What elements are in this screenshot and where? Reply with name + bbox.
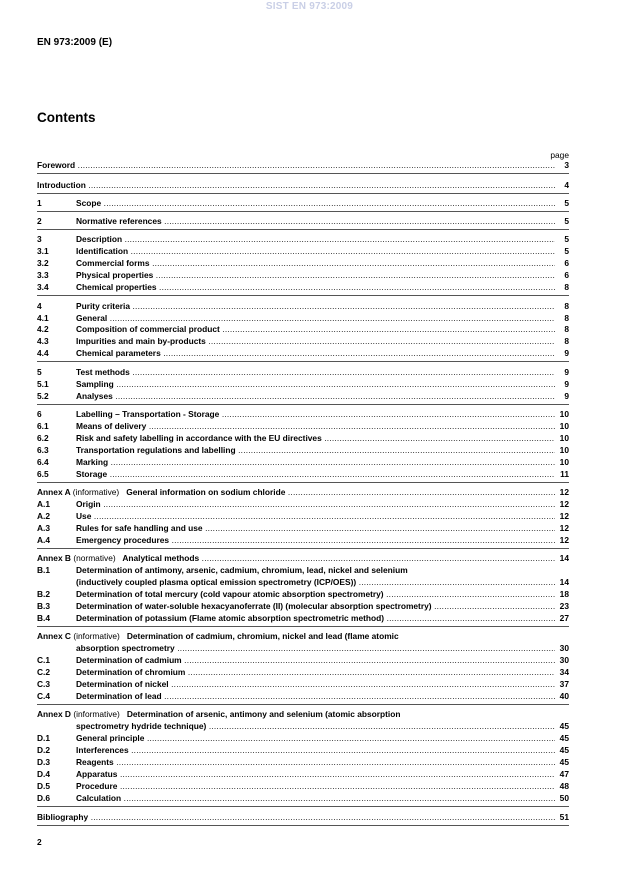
toc-entry-title: Reagents .....	[76, 757, 555, 768]
toc-entry-number: 6.2	[37, 433, 49, 443]
toc-entry-number: 4	[37, 301, 42, 311]
toc-entry-page: 12	[555, 487, 569, 498]
toc-entry-title: Foreword .....	[37, 160, 555, 171]
toc-entry-number: 6.4	[37, 457, 49, 467]
toc-entry-d5[interactable]	[37, 781, 569, 792]
toc-entry-title: Use .....	[76, 511, 555, 522]
toc-entry-b1-cont[interactable]	[37, 577, 569, 588]
toc-entry-title: Bibliography .....	[37, 812, 555, 823]
toc-entry-title: Impurities and main by-products .....	[76, 336, 555, 347]
toc-entry-sampling[interactable]	[37, 379, 569, 390]
toc-entry-title: Chemical properties .....	[76, 282, 555, 293]
toc-entry-page: 45	[555, 733, 569, 744]
toc-entry-title: Emergency procedures .....	[76, 535, 555, 546]
toc-entry-page: 9	[555, 348, 569, 359]
document-id: EN 973:2009 (E)	[37, 37, 113, 48]
toc-entry-scope[interactable]	[37, 198, 569, 209]
toc-entry-chemical-properties[interactable]	[37, 282, 569, 293]
toc-entry-page: 50	[555, 793, 569, 804]
toc-entry-title: Determination of lead .....	[76, 691, 555, 702]
toc-entry-title: Analyses .....	[76, 391, 555, 402]
toc-entry-d2[interactable]	[37, 745, 569, 756]
toc-entry-title: General principle .....	[76, 733, 555, 744]
toc-entry-number: C.1	[37, 655, 51, 665]
toc-entry-title: Determination of total mercury (cold vapour atomic absorption spectrometry) .....	[76, 589, 555, 600]
annex-label: Annex D	[37, 709, 71, 719]
toc-entry-number: 4.3	[37, 336, 49, 346]
toc-entry-page: 34	[555, 667, 569, 678]
toc-entry-annex-d[interactable]	[37, 709, 569, 720]
toc-entry-page: 8	[555, 324, 569, 335]
toc-entry-transportation[interactable]	[37, 445, 569, 456]
toc-entry-number: 4.1	[37, 313, 49, 323]
toc-entry-composition[interactable]	[37, 324, 569, 335]
toc-entry-d1[interactable]	[37, 733, 569, 744]
toc-entry-physical-properties[interactable]	[37, 270, 569, 281]
toc-entry-number: 5.2	[37, 391, 49, 401]
toc-entry-number: B.1	[37, 565, 51, 575]
toc-entry-title: Rules for safe handling and use .....	[76, 523, 555, 534]
toc-entry-page: 47	[555, 769, 569, 780]
toc-entry-annex-b[interactable]	[37, 553, 569, 564]
toc-entry-number: D.2	[37, 745, 51, 755]
toc-entry-annex-a[interactable]	[37, 487, 569, 498]
toc-entry-number: A.2	[37, 511, 51, 521]
toc-entry-page: 48	[555, 781, 569, 792]
toc-entry-introduction[interactable]	[37, 180, 569, 191]
toc-entry-page: 8	[555, 313, 569, 324]
toc-entry-page: 9	[555, 367, 569, 378]
toc-entry-number: 3.3	[37, 270, 49, 280]
toc-entry-c4[interactable]	[37, 691, 569, 702]
toc-separator	[37, 806, 569, 807]
toc-entry-page: 11	[555, 469, 569, 480]
toc-entry-c1[interactable]	[37, 655, 569, 666]
toc-entry-storage[interactable]	[37, 469, 569, 480]
toc-entry-number: 4.2	[37, 324, 49, 334]
toc-entry-number: 6.5	[37, 469, 49, 479]
annex-label: Annex C	[37, 631, 71, 641]
toc-separator	[37, 704, 569, 705]
toc-entry-title-continued: (inductively coupled plasma optical emission spectrometry (ICP/OES)) .....	[76, 577, 555, 588]
toc-entry-number: D.4	[37, 769, 51, 779]
toc-entry-page: 40	[555, 691, 569, 702]
annex-title: Determination of arsenic, antimony and selenium (atomic absorption	[126, 709, 401, 719]
toc-entry-number: 5.1	[37, 379, 49, 389]
toc-entry-number: C.4	[37, 691, 51, 701]
watermark: SIST EN 973:2009	[265, 1, 354, 12]
toc-entry-title: Determination of potassium (Flame atomic absorption spectrometric method) .....	[76, 613, 555, 624]
toc-entry-title: Interferences .....	[76, 745, 555, 756]
page-column-label: page	[550, 150, 569, 160]
toc-entry-title: General .....	[76, 313, 555, 324]
toc-entry-title: Transportation regulations and labelling .....	[76, 445, 555, 456]
toc-entry-b2[interactable]	[37, 589, 569, 600]
toc-entry-page: 14	[555, 553, 569, 564]
toc-separator	[37, 193, 569, 194]
toc-entry-normative-references[interactable]	[37, 216, 569, 227]
toc-entry-page: 45	[555, 745, 569, 756]
toc-entry-number: 4.4	[37, 348, 49, 358]
toc-entry-page: 3	[555, 160, 569, 171]
toc-entry-page: 30	[555, 643, 569, 654]
toc-entry-title: Determination of antimony, arsenic, cadmium, chromium, lead, nickel and selenium	[76, 565, 408, 575]
toc-entry-page: 5	[555, 246, 569, 257]
toc-entry-page: 9	[555, 379, 569, 390]
toc-entry-page: 12	[555, 499, 569, 510]
toc-entry-page: 9	[555, 391, 569, 402]
toc-separator	[37, 626, 569, 627]
toc-entry-page: 10	[555, 409, 569, 420]
toc-entry-title: Origin .....	[76, 499, 555, 510]
toc-entry-number: C.2	[37, 667, 51, 677]
annex-title: Analytical methods	[122, 553, 200, 563]
toc-separator	[37, 173, 569, 174]
toc-entry-title: Determination of nickel .....	[76, 679, 555, 690]
toc-entry-description[interactable]	[37, 234, 569, 245]
toc-entry-identification[interactable]	[37, 246, 569, 257]
toc-entry-title	[37, 631, 555, 642]
toc-separator	[37, 295, 569, 296]
toc-entry-page: 45	[555, 757, 569, 768]
toc-entry-page: 12	[555, 523, 569, 534]
toc-entry-commercial-forms[interactable]	[37, 258, 569, 269]
toc-entry-title: Risk and safety labelling in accordance with the EU directives .....	[76, 433, 555, 444]
toc-entry-marking[interactable]	[37, 457, 569, 468]
toc-separator	[37, 548, 569, 549]
toc-entry-page: 6	[555, 270, 569, 281]
annex-kind: (normative)	[73, 553, 116, 563]
annex-title: Determination of cadmium, chromium, nickel and lead (flame atomic	[126, 631, 399, 641]
toc-entry-title: Sampling .....	[76, 379, 555, 390]
toc-entry-page: 10	[555, 457, 569, 468]
toc-entry-page: 14	[555, 577, 569, 588]
toc-entry-page: 5	[555, 234, 569, 245]
toc-entry-number: 6.1	[37, 421, 49, 431]
toc-entry-title: Normative references .....	[76, 216, 555, 227]
annex-kind: (informative)	[73, 631, 120, 641]
toc-entry-number: 2	[37, 216, 42, 226]
toc-entry-foreword[interactable]	[37, 160, 569, 171]
toc-entry-number: 6	[37, 409, 42, 419]
toc-separator	[37, 229, 569, 230]
annex-label: Annex A	[37, 487, 71, 497]
toc-entry-page: 8	[555, 282, 569, 293]
toc-entry-safe-handling[interactable]	[37, 523, 569, 534]
toc-entry-title	[37, 709, 555, 720]
toc-entry-title: Identification .....	[76, 246, 555, 257]
toc-entry-means-of-delivery[interactable]	[37, 421, 569, 432]
toc-entry-test-methods[interactable]	[37, 367, 569, 378]
toc-entry-purity-criteria[interactable]	[37, 301, 569, 312]
toc-entry-number: A.1	[37, 499, 51, 509]
toc-separator	[37, 825, 569, 826]
toc-entry-number: 6.3	[37, 445, 49, 455]
toc-entry-d4[interactable]	[37, 769, 569, 780]
toc-entry-bibliography[interactable]	[37, 812, 569, 823]
toc-entry-page: 30	[555, 655, 569, 666]
toc-entry-title	[37, 487, 555, 498]
toc-entry-title: Determination of cadmium .....	[76, 655, 555, 666]
toc-entry-number: A.3	[37, 523, 51, 533]
toc-entry-page: 45	[555, 721, 569, 732]
toc-entry-title: Storage .....	[76, 469, 555, 480]
toc-entry-title	[37, 553, 555, 564]
toc-entry-page: 4	[555, 180, 569, 191]
toc-entry-number: D.5	[37, 781, 51, 791]
toc-entry-page: 6	[555, 258, 569, 269]
toc-entry-labelling[interactable]	[37, 409, 569, 420]
toc-entry-title: Description .....	[76, 234, 555, 245]
toc-entry-title-continued: absorption spectrometry .....	[76, 643, 555, 654]
toc-entry-title-continued: spectrometry hydride technique) .....	[76, 721, 555, 732]
toc-entry-page: 51	[555, 812, 569, 823]
page-number: 2	[37, 837, 42, 847]
toc-entry-title: Purity criteria .....	[76, 301, 555, 312]
toc-entry-title: Marking .....	[76, 457, 555, 468]
toc-entry-b3[interactable]	[37, 601, 569, 612]
toc-entry-page: 5	[555, 198, 569, 209]
toc-entry-page: 12	[555, 535, 569, 546]
annex-label: Annex B	[37, 553, 71, 563]
toc-entry-number: D.3	[37, 757, 51, 767]
toc-entry-number: 5	[37, 367, 42, 377]
toc-separator	[37, 482, 569, 483]
toc-entry-b4[interactable]	[37, 613, 569, 624]
toc-entry-chemical-parameters[interactable]	[37, 348, 569, 359]
toc-entry-page: 8	[555, 336, 569, 347]
toc-entry-number: 3.4	[37, 282, 49, 292]
toc-entry-title: Scope .....	[76, 198, 555, 209]
toc-entry-number: B.3	[37, 601, 51, 611]
toc-entry-use[interactable]	[37, 511, 569, 522]
toc-entry-page: 8	[555, 301, 569, 312]
toc-entry-analyses[interactable]	[37, 391, 569, 402]
toc-entry-title: Labelling – Transportation - Storage .....	[76, 409, 555, 420]
toc-entry-number: A.4	[37, 535, 51, 545]
toc-entry-page: 27	[555, 613, 569, 624]
toc-entry-title: Determination of chromium .....	[76, 667, 555, 678]
page-title: Contents	[37, 110, 96, 125]
toc-entry-title: Procedure .....	[76, 781, 555, 792]
toc-entry-page: 10	[555, 433, 569, 444]
toc-entry-page: 37	[555, 679, 569, 690]
toc-entry-page: 12	[555, 511, 569, 522]
toc-entry-number: B.2	[37, 589, 51, 599]
toc-entry-number: C.3	[37, 679, 51, 689]
toc-entry-number: 3.1	[37, 246, 49, 256]
toc-entry-title: Composition of commercial product .....	[76, 324, 555, 335]
toc-entry-b1[interactable]	[37, 565, 569, 576]
toc-entry-title: Apparatus .....	[76, 769, 555, 780]
toc-entry-number: D.1	[37, 733, 51, 743]
toc-separator	[37, 361, 569, 362]
toc-entry-number: 1	[37, 198, 42, 208]
toc-entry-number: 3.2	[37, 258, 49, 268]
toc-entry-title: Test methods .....	[76, 367, 555, 378]
toc-entry-page: 10	[555, 421, 569, 432]
toc-entry-title: Commercial forms .....	[76, 258, 555, 269]
toc-entry-c2[interactable]	[37, 667, 569, 678]
toc-entry-annex-d-cont[interactable]	[37, 721, 569, 732]
toc-entry-number: B.4	[37, 613, 51, 623]
toc-entry-c3[interactable]	[37, 679, 569, 690]
toc-entry-title: Means of delivery .....	[76, 421, 555, 432]
toc-separator	[37, 404, 569, 405]
toc-entry-annex-c-cont[interactable]	[37, 643, 569, 654]
toc-entry-number: D.6	[37, 793, 51, 803]
toc-entry-title: Calculation .....	[76, 793, 555, 804]
toc-entry-number: 3	[37, 234, 42, 244]
toc-entry-emergency[interactable]	[37, 535, 569, 546]
toc-entry-title: Determination of water-soluble hexacyanoferrate (II) (molecular absorption spectrometry) .....	[76, 601, 555, 612]
toc-entry-page: 5	[555, 216, 569, 227]
annex-kind: (informative)	[73, 709, 120, 719]
toc-entry-title: Chemical parameters .....	[76, 348, 555, 359]
toc-entry-origin[interactable]	[37, 499, 569, 510]
toc-separator	[37, 211, 569, 212]
toc-entry-page: 18	[555, 589, 569, 600]
toc-entry-title: Introduction .....	[37, 180, 555, 191]
toc-entry-d3[interactable]	[37, 757, 569, 768]
toc-entry-d6[interactable]	[37, 793, 569, 804]
toc-entry-page: 23	[555, 601, 569, 612]
toc-entry-impurities[interactable]	[37, 336, 569, 347]
toc-entry-page: 10	[555, 445, 569, 456]
toc-entry-title: Physical properties .....	[76, 270, 555, 281]
toc-entry-general[interactable]	[37, 313, 569, 324]
toc-entry-annex-c[interactable]	[37, 631, 569, 642]
annex-title: General information on sodium chloride	[126, 487, 286, 497]
toc-entry-risk-safety[interactable]	[37, 433, 569, 444]
annex-kind: (informative)	[72, 487, 120, 497]
